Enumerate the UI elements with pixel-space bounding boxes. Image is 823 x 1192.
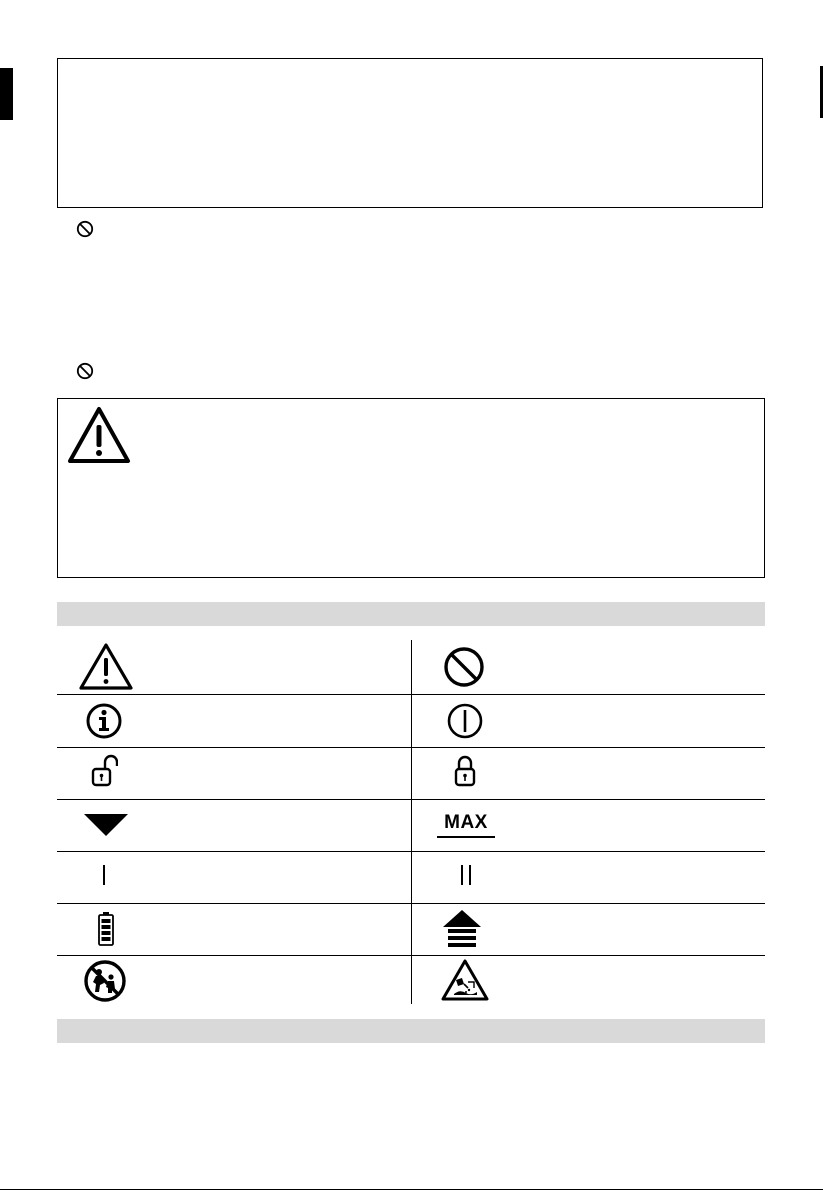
table-row-divider: [57, 955, 765, 956]
speed-2-icon: [457, 862, 475, 888]
warning-triangle-icon: [78, 642, 134, 692]
no-children-icon: [82, 959, 128, 1003]
information-icon: [84, 702, 124, 740]
battery-icon: [96, 910, 116, 948]
locked-padlock-icon: [452, 753, 478, 789]
max-label: MAX: [444, 811, 488, 833]
table-row-divider: [57, 903, 765, 904]
footer-header-band: [57, 1019, 765, 1043]
power-on-off-icon: [445, 702, 485, 740]
table-row-divider: [57, 747, 765, 748]
prohibition-icon: [441, 646, 487, 688]
table-row-divider: [57, 694, 765, 695]
max-level-icon: [435, 806, 497, 844]
warning-box: [57, 398, 765, 578]
max-level-line: [437, 836, 495, 838]
unlocked-padlock-icon: [90, 753, 118, 789]
table-row-divider: [57, 799, 765, 800]
warning-triangle-icon: [66, 405, 132, 465]
symbols-header-band: [57, 602, 765, 626]
speed-1-icon: [98, 862, 110, 888]
down-triangle-icon: [82, 812, 130, 838]
language-tab-marker: [0, 68, 13, 120]
prohibition-icon: [76, 362, 94, 380]
note-box: [57, 58, 763, 208]
chemical-hazard-icon: [440, 958, 490, 1002]
prohibition-icon: [76, 220, 94, 238]
table-row-divider: [57, 851, 765, 852]
pulse-up-icon: [440, 908, 484, 950]
page-bottom-rule: [0, 1189, 823, 1190]
